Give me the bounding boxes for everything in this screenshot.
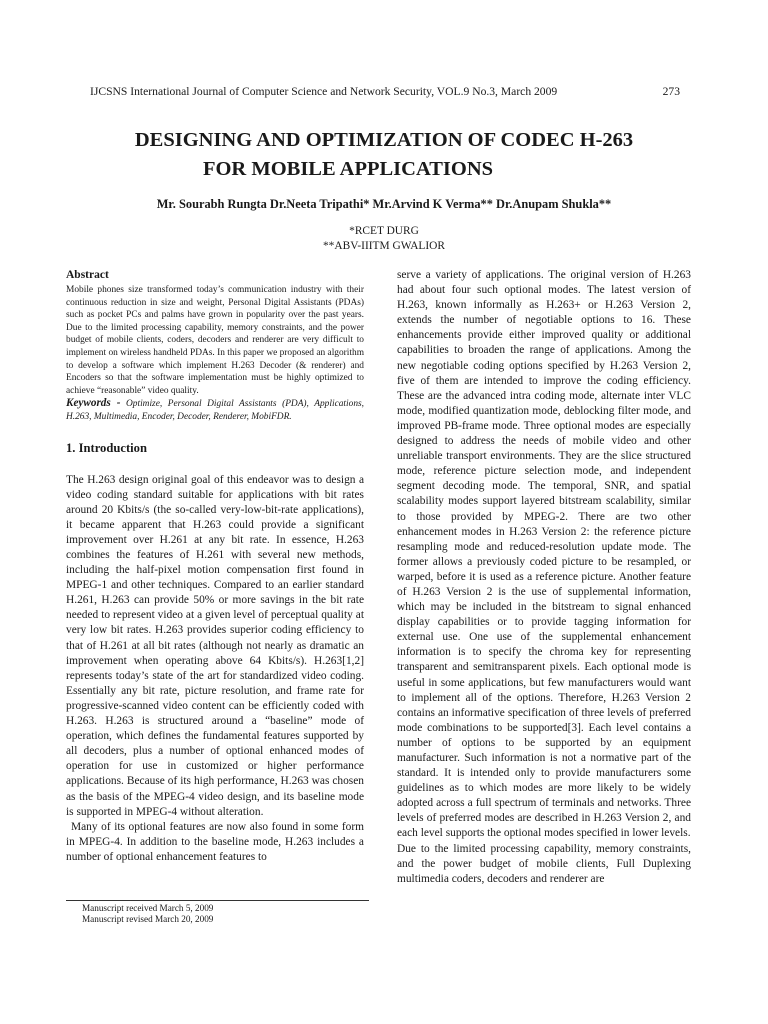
- introduction-paragraph-1: The H.263 design original goal of this endeavor was to design a video coding standard suitable for applications with bit rates around 20 Kbits/s (the so-called very-low-bit-rate applications), it became apparent that H.263 could provide a significant improvement over H.261 at any bit rate. In essence, H.263 combines the features of H.261 with several new methods, including the half-pixel motion compensation first found in MPEG-1 and other techniques. Compared to an earlier standard H.261, H.263 can provide 50% or more savings in the bit rate needed to represent video at a given level of perceptual quality at very low bit rates. H.263 provides superior coding efficiency to that of H.261 at all bit rates (although not nearly as dramatic an improvement when operating above 64 Kbits/s). H.263[1,2] represents today’s state of the art for standardized video coding. Essentially any bit rate, picture resolution, and frame rate for progressive-scanned video content can be efficiently coded with H.263. H.263 is structured around a “baseline” mode of operation, which defines the fundamental features supported by all decoders, plus a number of optional enhanced modes of operation for use in customized or higher performance applications. Because of its high performance, H.263 was chosen as the basis of the MPEG-4 video design, and its baseline mode is supported in MPEG-4 without alteration.: [66, 473, 364, 818]
- abstract-text: Mobile phones size transformed today’s communication industry with their continuous reduction in size and weight, Personal Digital Assistants (PDAs) such as pocket PCs and palms have grown in popularity over the past years. Due to the limited processing capability, memory constraints, and the power budget of mobile clients, coders, decoders and renderer are very difficult to implement on wireless handheld PDAs. In this paper we proposed an algorithm to develop a software which implement H.263 Decoder (& renderer) and Encoders so that the software implementation must be highly optimized to achieve “reasonable” video quality.: [66, 285, 364, 396]
- right-paragraph-2: Due to the limited processing capability, memory constraints, and the power budget of mobile clients, Full Duplexing multimedia coders, decoders and renderer are: [397, 842, 691, 885]
- page-number: 273: [662, 85, 680, 98]
- keywords: [66, 397, 364, 423]
- running-header: [90, 84, 680, 100]
- footnotes: [82, 903, 213, 925]
- keywords-label: Keywords -: [66, 397, 121, 410]
- affiliations: [60, 224, 708, 254]
- paper-title: [40, 126, 728, 184]
- introduction-heading: 1. Introduction: [66, 440, 147, 455]
- author-list: Mr. Sourabh Rungta Dr.Neeta Tripathi* Mr.Arvind K Verma** Dr.Anupam Shukla**: [156, 197, 612, 211]
- introduction-paragraph-2: Many of its optional features are now also found in some form in MPEG-4. In addition to the baseline mode, H.263 includes a number of optional enhancement features to: [66, 820, 364, 863]
- right-column: [397, 268, 691, 887]
- journal-citation: IJCSNS International Journal of Computer Science and Network Security, VOL.9 No.3, March 2009: [90, 85, 558, 98]
- affiliation-2: **ABV-IIITM GWALIOR: [322, 240, 445, 252]
- abstract-heading: Abstract: [66, 269, 109, 281]
- title-line-1: DESIGNING AND OPTIMIZATION OF CODEC H-263: [134, 129, 634, 151]
- footnote-received: Manuscript received March 5, 2009: [82, 903, 214, 913]
- keywords-list: Optimize, Personal Digital Assistants (PDA), Applications, H.263, Multimedia, Encoder, Decoder, Renderer, MobiFDR.: [66, 399, 364, 422]
- footnote-revised: Manuscript revised March 20, 2009: [82, 914, 214, 924]
- left-column: [66, 268, 364, 865]
- right-paragraph-1: serve a variety of applications. The original version of H.263 had about four such optional modes. The latest version of H.263, known informally as H.263+ or H.263 Version 2, extends the number of negotiable options to 16. These enhancements provide either improved quality or additional capabilities to broaden the range of applications. Among the new negotiable coding options specified by H.263 Version 2, five of them are intended to improve the coding efficiency. These are the advanced intra coding mode, alternate inter VLC mode, modified quantization mode, deblocking filter mode, and improved PB-frame mode. Three optional modes are especially designed to address the needs of mobile video and other unreliable transport environments. They are the slice structured mode, reference picture selection mode, and independent segment decoding mode. The temporal, SNR, and spatial scalability modes support layered bitstream scalability, similar to those provided by MPEG-2. There are two other enhancement modes in H.263 Version 2: the reference picture resampling mode and reduced-resolution update mode. The former allows a previously coded picture to be resampled, or warped, before it is used as a reference picture. Another feature of H.263 Version 2 is the use of supplemental information, which may be included in the bitstream to signal enhanced display capabilities or to provide tagging information for external use. One use of the supplemental enhancement information is to specify the chroma key for representing transparent and semitransparent pixels. Each optional mode is useful in some applications, but few manufacturers would want to implement all of the options. Therefore, H.263 Version 2 contains an informative specification of three levels of preferred mode combinations to be supported[3]. Each level contains a number of options to be supported by an equipment manufacturer. Such information is not a normative part of the standard. It is intended only to provide manufacturers some guidelines as to which modes are more likely to be widely adopted across a full spectrum of terminals and networks. Three levels of preferred modes are described in H.263 Version 2, and each level supports the optional modes specified in lower levels.: [397, 269, 691, 840]
- footnote-divider: [66, 900, 369, 901]
- title-line-2: FOR MOBILE APPLICATIONS: [202, 158, 494, 180]
- affiliation-1: *RCET DURG: [349, 225, 419, 237]
